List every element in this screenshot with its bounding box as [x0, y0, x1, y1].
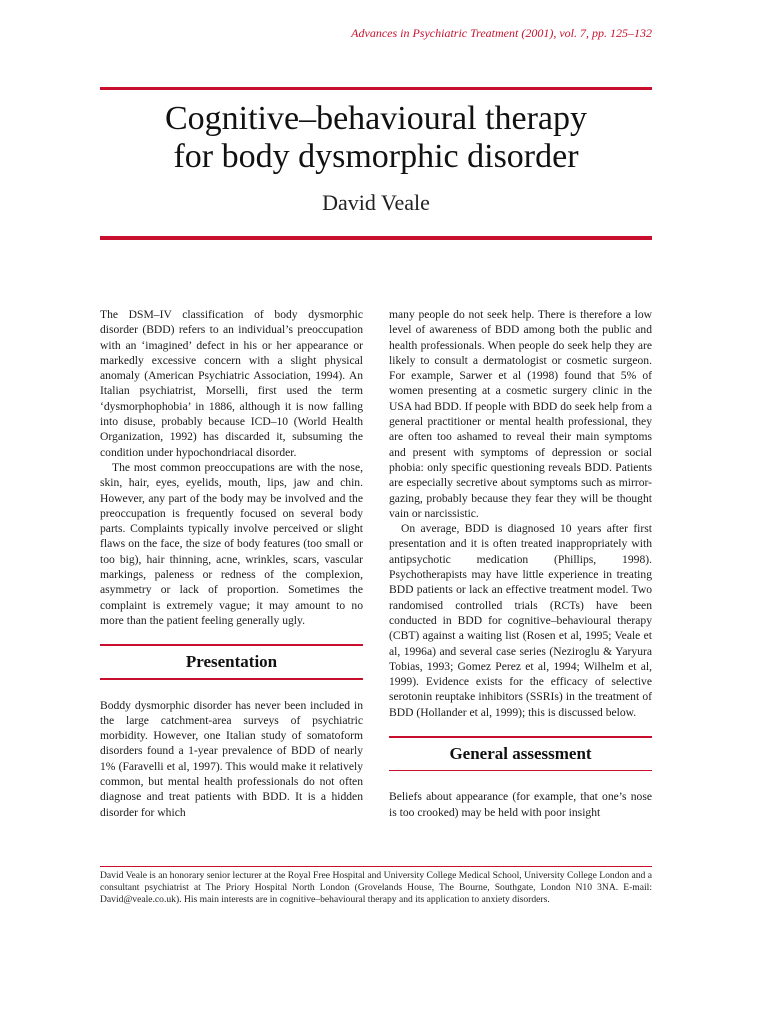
title-line-2: for body dysmorphic disorder	[173, 138, 579, 175]
left-column	[100, 307, 363, 820]
section-general-assessment	[389, 736, 652, 771]
author-name: David Veale	[322, 190, 430, 215]
paragraph: The DSM–IV classification of body dysmorphic disorder (BDD) refers to an individual’s preoccupation with an ‘imagined’ defect in his or her appearance or markedly excessive concern with a slight physical anomaly (American Psychiatric Association, 1994). An Italian psychiatrist, Morselli, first used the term ‘dysmorphophobia’ in 1886, although it is now falling into disuse, probably because ICD–10 (World Health Organization, 1992) has discarded it, subsuming the condition under hypochondriacal disorder.	[100, 308, 363, 459]
paragraph: The most common preoccupations are with the nose, skin, hair, eyes, eyelids, mouth, lips, jaw and chin. However, any part of the body may be involved and the preoccupation is frequently focused on several body parts. Complaints typically involve perceived or slight flaws on the face, the size of body features (too small or too big), hair thinning, acne, wrinkles, scars, vascular markings, paleness or redness of the complexion, asymmetry or lack of proportion. Sometimes the complaint is extremely vague; it may amount to no more than the patient feeling generally ugly.	[100, 460, 363, 627]
paragraph: Boddy dysmorphic disorder has never been included in the large catchment-area surveys of psychiatric morbidity. However, one Italian study of somatoform disorders found a 1-year prevalence of BDD of nearly 1% (Faravelli et al, 1997). This would make it relatively common, but mental health professionals do not often diagnose and treat patients with BDD. It is a hidden disorder for which	[100, 698, 363, 819]
title-line-1: Cognitive–behavioural therapy	[164, 100, 588, 137]
section-presentation	[100, 644, 363, 679]
journal-reference: Advances in Psychiatric Treatment (2001), vol. 7, pp. 125–132	[351, 26, 652, 40]
title-bottom-rule	[100, 236, 652, 240]
article-title	[100, 100, 652, 176]
section-heading: Presentation	[185, 651, 278, 671]
right-column	[389, 307, 652, 820]
author-footnote: David Veale is an honorary senior lecturer at the Royal Free Hospital and University College Medical School, University College London and a consultant psychiatrist at The Priory Hospital North London (Grovelands House, The Bourne, Southgate, London N10 3NA. E-mail: David@veale.co.uk). His main interests are in cognitive–behavioural therapy and its application to anxiety disorders.	[100, 870, 652, 905]
paragraph: On average, BDD is diagnosed 10 years after first presentation and it is often treated inappropriately with antipsychotic medication (Phillips, 1998). Psychotherapists may have little experience in treating BDD patients or lack an effective treatment model. Two randomised controlled trials (RCTs) have been conducted in BDD for cognitive–behavioural therapy (CBT) against a waiting list (Rosen et al, 1995; Veale et al, 1996a) and several case series (Neziroglu & Yaryura Tobias, 1993; Gomez Perez et al, 1994; Wilhelm et al, 1999). Evidence exists for the efficacy of selective serotonin reuptake inhibitors (SSRIs) in the treatment of BDD (Hollander et al, 1999); this is discussed below.	[389, 522, 652, 719]
section-heading: General assessment	[449, 743, 592, 763]
title-top-rule	[100, 87, 652, 90]
paragraph: Beliefs about appearance (for example, that one’s nose is too crooked) may be held with poor insight	[389, 790, 652, 819]
paragraph: many people do not seek help. There is therefore a low level of awareness of BDD among both the public and health professionals. When people do seek help they are likely to consult a dermatologist or cosmetic surgeon. For example, Sarwer et al (1998) found that 5% of women presenting at a cosmetic surgery clinic in the USA had BDD. If people with BDD do seek help from a general practitioner or mental health professional, they are often too ashamed to reveal their main symptoms and present with symptoms of depression or social phobia: only specific questioning reveals BDD. Patients are especially secretive about symptoms such as mirror-gazing, probably because they fear they will be thought vain or narcissistic.	[389, 308, 652, 520]
footnote-rule	[100, 866, 652, 867]
section-divider	[100, 678, 363, 680]
section-divider	[389, 770, 652, 772]
